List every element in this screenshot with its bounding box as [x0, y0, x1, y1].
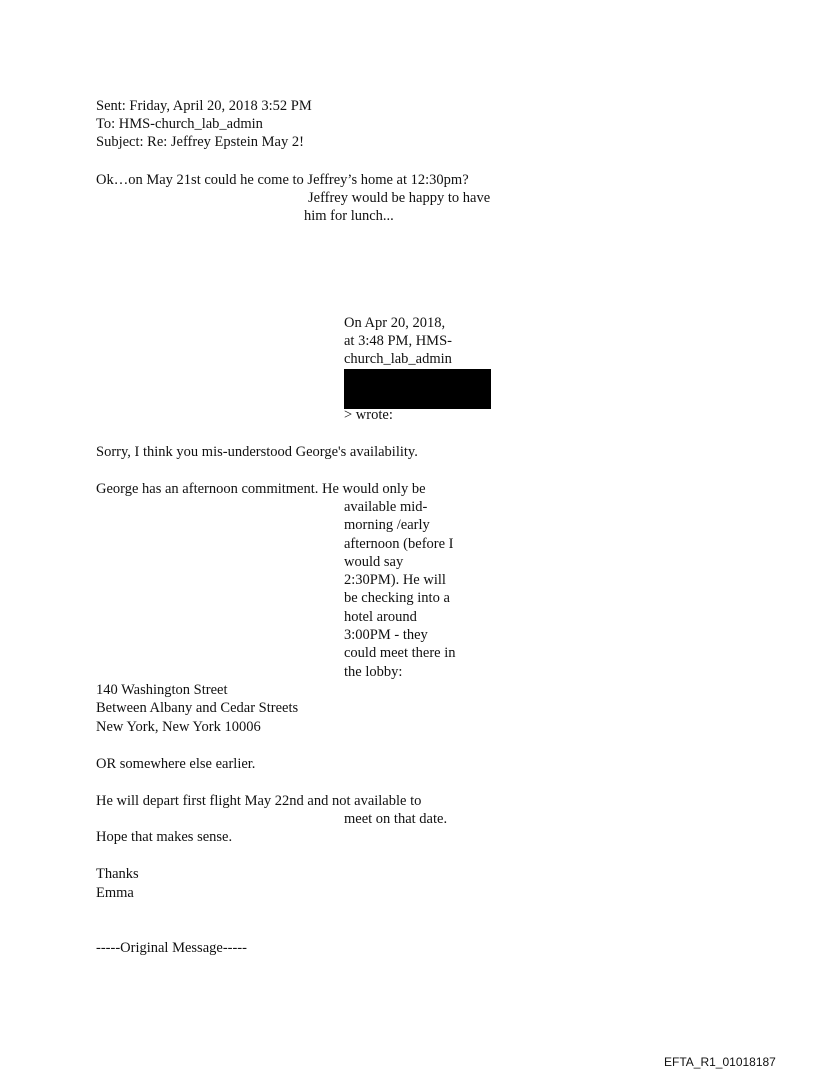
- signature: Emma: [96, 885, 134, 901]
- commitment-line-9: 3:00PM - they: [344, 627, 428, 643]
- address-line-3: New York, New York 10006: [96, 719, 261, 735]
- commitment-line-10: could meet there in: [344, 645, 456, 661]
- hope-line: Hope that makes sense.: [96, 829, 233, 845]
- original-message-divider: -----Original Message-----: [96, 940, 247, 956]
- address-line-1: 140 Washington Street: [96, 682, 228, 698]
- redaction-block: [344, 369, 491, 409]
- quote-wrote: > wrote:: [344, 407, 393, 423]
- to-line: To: HMS-church_lab_admin: [96, 116, 263, 132]
- sent-line: Sent: Friday, April 20, 2018 3:52 PM: [96, 98, 312, 114]
- depart-line-2: meet on that date.: [344, 811, 448, 827]
- commitment-line-1: George has an afternoon commitment. He would only be: [96, 481, 426, 497]
- reply-line-3: him for lunch...: [304, 208, 394, 224]
- quote-header-line-2: at 3:48 PM, HMS-: [344, 333, 452, 349]
- subject-line: Subject: Re: Jeffrey Epstein May 2!: [96, 134, 304, 150]
- document-id: EFTA_R1_01018187: [664, 1055, 776, 1069]
- address-line-2: Between Albany and Cedar Streets: [96, 700, 299, 716]
- depart-line-1: He will depart first flight May 22nd and not available to: [96, 793, 422, 809]
- commitment-line-8: hotel around: [344, 609, 417, 625]
- commitment-line-3: morning /early: [344, 517, 430, 533]
- or-line: OR somewhere else earlier.: [96, 756, 256, 772]
- reply-line-1: Ok…on May 21st could he come to Jeffrey’s home at 12:30pm?: [96, 172, 469, 188]
- commitment-line-7: be checking into a: [344, 590, 450, 606]
- quote-header-line-3: church_lab_admin: [344, 351, 452, 367]
- commitment-line-5: would say: [344, 554, 404, 570]
- quote-header-line-1: On Apr 20, 2018,: [344, 315, 446, 331]
- commitment-line-6: 2:30PM). He will: [344, 572, 446, 588]
- commitment-line-11: the lobby:: [344, 664, 403, 680]
- commitment-line-4: afternoon (before I: [344, 536, 454, 552]
- sorry-line: Sorry, I think you mis-understood George's availability.: [96, 444, 418, 460]
- commitment-line-2: available mid-: [344, 499, 428, 515]
- thanks-line: Thanks: [96, 866, 139, 882]
- reply-line-2: Jeffrey would be happy to have: [308, 190, 491, 206]
